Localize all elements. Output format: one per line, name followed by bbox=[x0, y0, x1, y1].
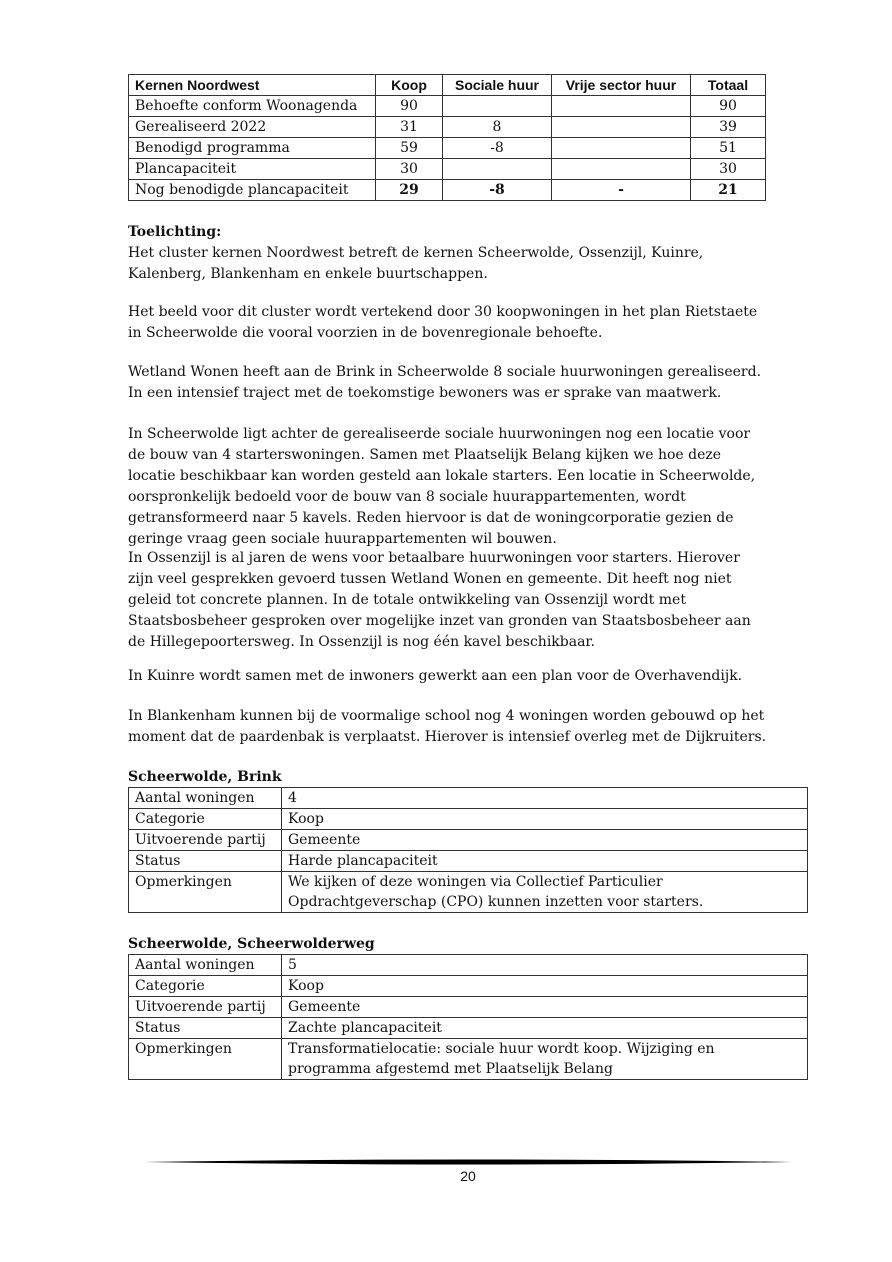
table-row bbox=[129, 976, 808, 997]
footer-divider bbox=[144, 1158, 792, 1166]
cell-label: Behoefte conform Woonagenda bbox=[129, 96, 376, 117]
toelichting-heading: Toelichting: bbox=[128, 224, 222, 240]
field-label: Aantal woningen bbox=[129, 955, 282, 976]
table-row bbox=[129, 1018, 808, 1039]
table-header-row bbox=[129, 75, 766, 96]
toelichting-section bbox=[128, 222, 768, 285]
paragraph-block bbox=[128, 706, 768, 748]
paragraph: In Scheerwolde ligt achter de gerealiseerde sociale huurwoningen nog een locatie voor de bouw van 4 starterswoningen. Samen met Plaatselijk Belang kijken we hoe deze locatie beschikbaar kan worden gesteld aan lokale starters. Een locatie in Scheerwolde, oorspronkelijk bedoeld voor de bouw van 8 sociale huurappartementen, wordt getransformeerd naar 5 kavels. Reden hiervoor is dat de woningcorporatie gezien de geringe vraag geen sociale huurappartementen wil bouwen. bbox=[128, 426, 756, 547]
field-value: We kijken of deze woningen via Collectief Particulier Opdrachtgeverschap (CPO) kunnen inzetten voor starters. bbox=[282, 872, 808, 913]
table-row bbox=[129, 872, 808, 913]
project-title: Scheerwolde, Scheerwolderweg bbox=[128, 936, 375, 952]
paragraph-block bbox=[128, 548, 768, 653]
field-value: 4 bbox=[282, 788, 808, 809]
cell-totaal: 39 bbox=[691, 117, 766, 138]
kernen-noordwest-table bbox=[128, 74, 766, 201]
table-row bbox=[129, 1039, 808, 1080]
cell-totaal: 30 bbox=[691, 159, 766, 180]
field-value: Gemeente bbox=[282, 830, 808, 851]
paragraph: In Kuinre wordt samen met de inwoners gewerkt aan een plan voor de Overhavendijk. bbox=[128, 668, 743, 684]
paragraph: Het cluster kernen Noordwest betreft de kernen Scheerwolde, Ossenzijl, Kuinre, Kalenberg, Blankenham en enkele buurtschappen. bbox=[128, 245, 704, 282]
cell-totaal: 51 bbox=[691, 138, 766, 159]
paragraph-block bbox=[128, 302, 768, 344]
header-kernen: Kernen Noordwest bbox=[129, 75, 376, 96]
field-value: Gemeente bbox=[282, 997, 808, 1018]
field-label: Aantal woningen bbox=[129, 788, 282, 809]
field-label: Uitvoerende partij bbox=[129, 997, 282, 1018]
cell-vrije-sector-huur bbox=[552, 138, 691, 159]
project-title: Scheerwolde, Brink bbox=[128, 769, 282, 785]
cell-sociale-huur bbox=[443, 96, 552, 117]
table-row bbox=[129, 788, 808, 809]
table-row bbox=[129, 96, 766, 117]
table-row-total bbox=[129, 180, 766, 201]
cell-label: Nog benodigde plancapaciteit bbox=[129, 180, 376, 201]
project-table-scheerwolderweg bbox=[128, 954, 808, 1080]
field-value: Koop bbox=[282, 809, 808, 830]
cell-koop: 29 bbox=[376, 180, 443, 201]
cell-label: Benodigd programma bbox=[129, 138, 376, 159]
paragraph-block bbox=[128, 666, 768, 687]
field-value: Zachte plancapaciteit bbox=[282, 1018, 808, 1039]
field-label: Status bbox=[129, 1018, 282, 1039]
cell-sociale-huur: -8 bbox=[443, 180, 552, 201]
cell-sociale-huur: 8 bbox=[443, 117, 552, 138]
paragraph: In Blankenham kunnen bij de voormalige school nog 4 woningen worden gebouwd op het moment dat de paardenbak is verplaatst. Hierover is intensief overleg met de Dijkruiters. bbox=[128, 708, 767, 745]
table-row bbox=[129, 830, 808, 851]
cell-koop: 30 bbox=[376, 159, 443, 180]
cell-sociale-huur bbox=[443, 159, 552, 180]
field-value: Transformatielocatie: sociale huur wordt koop. Wijziging en programma afgestemd met Plaatselijk Belang bbox=[282, 1039, 808, 1080]
cell-vrije-sector-huur bbox=[552, 117, 691, 138]
page-number: 20 bbox=[460, 1168, 476, 1184]
cell-vrije-sector-huur bbox=[552, 159, 691, 180]
paragraph: Het beeld voor dit cluster wordt vertekend door 30 koopwoningen in het plan Rietstaete in Scheerwolde die vooral voorzien in de bovenregionale behoefte. bbox=[128, 304, 758, 341]
table-row bbox=[129, 955, 808, 976]
cell-totaal: 21 bbox=[691, 180, 766, 201]
project-table-brink bbox=[128, 787, 808, 913]
cell-koop: 90 bbox=[376, 96, 443, 117]
field-label: Categorie bbox=[129, 809, 282, 830]
field-value: 5 bbox=[282, 955, 808, 976]
paragraph: Wetland Wonen heeft aan de Brink in Scheerwolde 8 sociale huurwoningen gerealiseerd. In een intensief traject met de toekomstige bewoners was er sprake van maatwerk. bbox=[128, 364, 762, 401]
cell-vrije-sector-huur bbox=[552, 96, 691, 117]
paragraph: In Ossenzijl is al jaren de wens voor betaalbare huurwoningen voor starters. Hierover zijn veel gesprekken gevoerd tussen Wetland Wonen en gemeente. Dit heeft nog niet geleid tot concrete plannen. In de totale ontwikkeling van Ossenzijl wordt met Staatsbosbeheer gesproken over mogelijke inzet van gronden van Staatsbosbeheer aan de Hillegepoortersweg. In Ossenzijl is nog één kavel beschikbaar. bbox=[128, 550, 751, 650]
field-label: Categorie bbox=[129, 976, 282, 997]
paragraph-block bbox=[128, 362, 768, 404]
header-vrije-sector-huur: Vrije sector huur bbox=[552, 75, 691, 96]
table-row bbox=[129, 117, 766, 138]
cell-label: Plancapaciteit bbox=[129, 159, 376, 180]
cell-koop: 59 bbox=[376, 138, 443, 159]
table-row bbox=[129, 159, 766, 180]
cell-totaal: 90 bbox=[691, 96, 766, 117]
header-totaal: Totaal bbox=[691, 75, 766, 96]
field-label: Status bbox=[129, 851, 282, 872]
cell-koop: 31 bbox=[376, 117, 443, 138]
table-row bbox=[129, 138, 766, 159]
table-row bbox=[129, 997, 808, 1018]
field-label: Uitvoerende partij bbox=[129, 830, 282, 851]
table-row bbox=[129, 809, 808, 830]
paragraph-block bbox=[128, 424, 768, 550]
field-label: Opmerkingen bbox=[129, 1039, 282, 1080]
cell-vrije-sector-huur: - bbox=[552, 180, 691, 201]
header-koop: Koop bbox=[376, 75, 443, 96]
field-value: Harde plancapaciteit bbox=[282, 851, 808, 872]
field-label: Opmerkingen bbox=[129, 872, 282, 913]
header-sociale-huur: Sociale huur bbox=[443, 75, 552, 96]
table-row bbox=[129, 851, 808, 872]
field-value: Koop bbox=[282, 976, 808, 997]
cell-label: Gerealiseerd 2022 bbox=[129, 117, 376, 138]
cell-sociale-huur: -8 bbox=[443, 138, 552, 159]
